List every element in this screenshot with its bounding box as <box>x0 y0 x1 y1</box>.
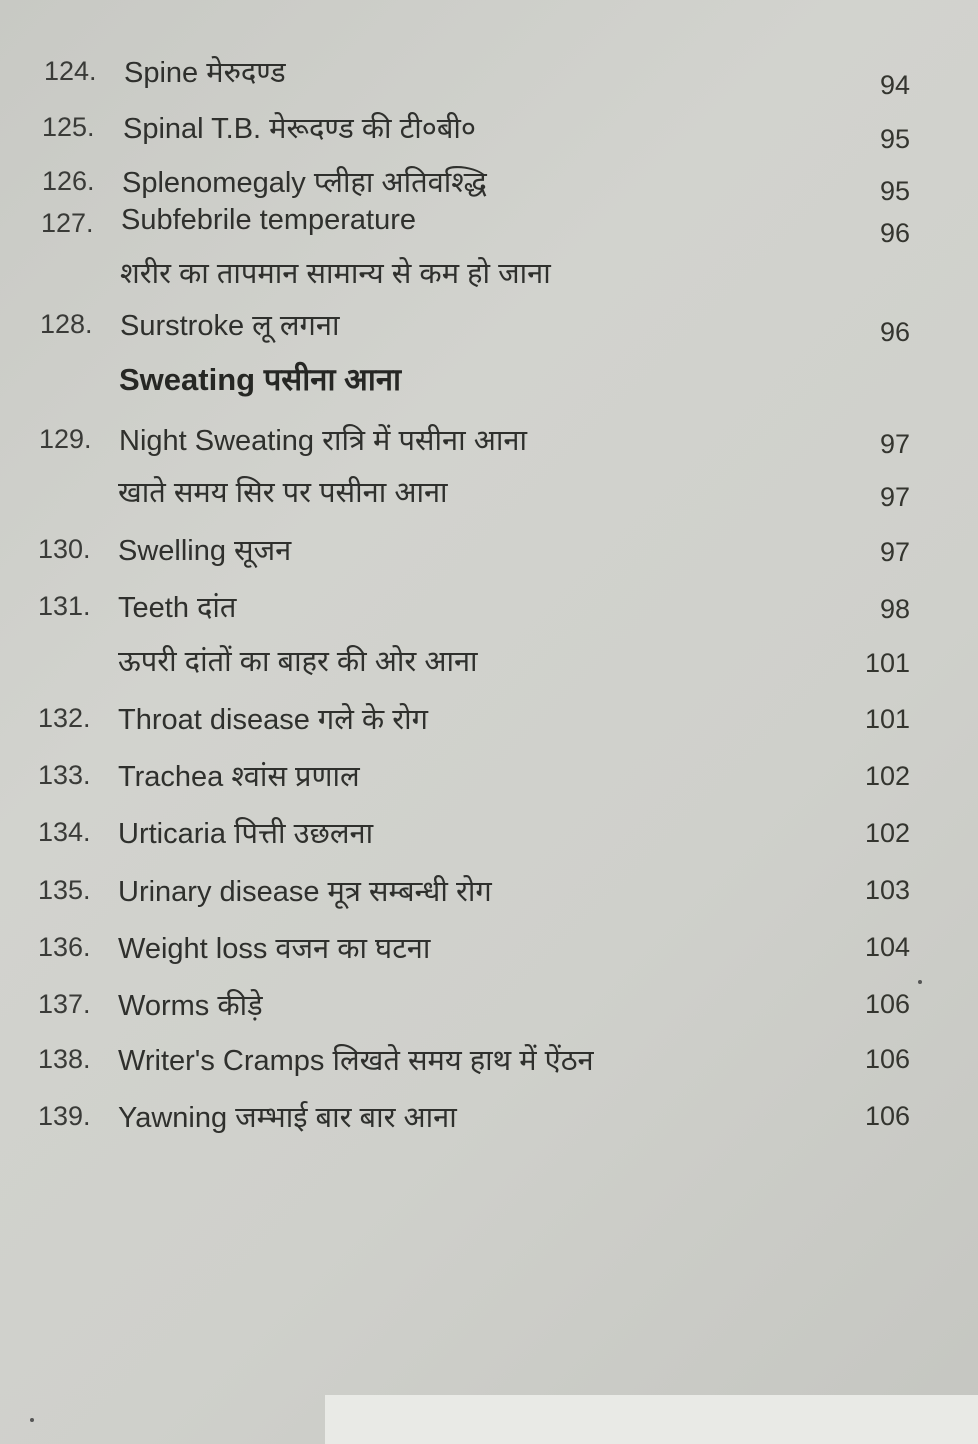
index-entry <box>0 587 978 627</box>
entry-page: 97 <box>879 429 910 459</box>
index-entry <box>0 813 978 853</box>
entry-number: 139. <box>38 1101 91 1131</box>
entry-page: 97 <box>879 482 910 512</box>
entry-title: Teeth दांत <box>118 592 237 624</box>
bottom-overlay <box>325 1395 978 1444</box>
entry-page: 106 <box>864 989 910 1019</box>
index-entry <box>0 1097 978 1137</box>
index-entry <box>0 162 978 202</box>
index-entry <box>0 420 978 460</box>
index-entry <box>0 985 978 1025</box>
index-entry <box>0 52 978 92</box>
entry-page: 94 <box>879 70 910 100</box>
entry-number: 132. <box>38 703 91 733</box>
entry-number: 126. <box>42 166 95 196</box>
entry-title: Throat disease गले के रोग <box>118 704 428 736</box>
section-heading <box>0 358 978 398</box>
entry-title: Worms कीड़े <box>118 990 263 1022</box>
entry-number: 131. <box>38 591 91 621</box>
entry-title: Trachea श्वांस प्रणाल <box>118 761 360 793</box>
entry-number: 134. <box>38 817 91 847</box>
index-entry <box>0 305 978 345</box>
entry-page: 95 <box>879 124 910 154</box>
entry-page: 104 <box>864 932 910 962</box>
speck-mark <box>30 1418 34 1422</box>
entry-page: 101 <box>864 704 910 734</box>
entry-page: 101 <box>864 648 910 678</box>
entry-page: 103 <box>864 875 910 905</box>
entry-title: Spine मेरुदण्ड <box>124 57 286 89</box>
entry-title: Yawning जम्भाई बार बार आना <box>118 1102 457 1134</box>
entry-number: 133. <box>38 760 91 790</box>
entry-title: Surstroke लू लगना <box>120 310 340 342</box>
index-entry <box>0 1040 978 1080</box>
entry-number: 124. <box>44 56 97 86</box>
entry-title: Urticaria पित्ती उछलना <box>118 818 374 850</box>
entry-page: 106 <box>864 1044 910 1074</box>
entry-page: 98 <box>879 594 910 624</box>
index-subentry <box>0 253 978 293</box>
index-entry <box>0 204 978 244</box>
entry-title: Swelling सूजन <box>118 535 292 567</box>
index-entry <box>0 871 978 911</box>
index-entry <box>0 699 978 739</box>
entry-page: 96 <box>879 218 910 248</box>
speck-mark <box>918 980 922 984</box>
entry-number: 129. <box>39 424 92 454</box>
entry-number: 128. <box>40 309 93 339</box>
entry-title: Spinal T.B. मेरूदण्ड की टी०बी० <box>123 113 476 145</box>
heading-text: Sweating पसीना आना <box>119 362 402 397</box>
index-entry <box>0 108 978 148</box>
entry-page: 102 <box>864 818 910 848</box>
entry-number: 130. <box>38 534 91 564</box>
entry-number: 127. <box>41 208 94 238</box>
entry-title: शरीर का तापमान सामान्य से कम हो जाना <box>120 258 551 290</box>
entry-title: Writer's Cramps लिखते समय हाथ में ऐंठन <box>118 1045 594 1077</box>
entry-page: 102 <box>864 761 910 791</box>
entry-number: 125. <box>42 112 95 142</box>
entry-number: 135. <box>38 875 91 905</box>
entry-title: Urinary disease मूत्र सम्बन्धी रोग <box>118 876 492 908</box>
entry-page: 106 <box>864 1101 910 1131</box>
entry-number: 137. <box>38 989 91 1019</box>
entry-title: ऊपरी दांतों का बाहर की ओर आना <box>118 646 478 678</box>
index-subentry <box>0 472 978 512</box>
index-entry <box>0 928 978 968</box>
entry-page: 96 <box>879 317 910 347</box>
index-entry <box>0 756 978 796</box>
entry-number: 138. <box>38 1044 91 1074</box>
entry-page: 97 <box>879 537 910 567</box>
entry-title: Subfebrile temperature <box>121 204 416 236</box>
entry-title: Splenomegaly प्लीहा अतिवश्द्धि <box>122 167 487 199</box>
entry-title: Weight loss वजन का घटना <box>118 933 431 965</box>
entry-number: 136. <box>38 932 91 962</box>
index-entry <box>0 530 978 570</box>
index-subentry <box>0 641 978 681</box>
entry-title: खाते समय सिर पर पसीना आना <box>118 477 448 509</box>
entry-title: Night Sweating रात्रि में पसीना आना <box>119 425 527 457</box>
entry-page: 95 <box>879 176 910 206</box>
